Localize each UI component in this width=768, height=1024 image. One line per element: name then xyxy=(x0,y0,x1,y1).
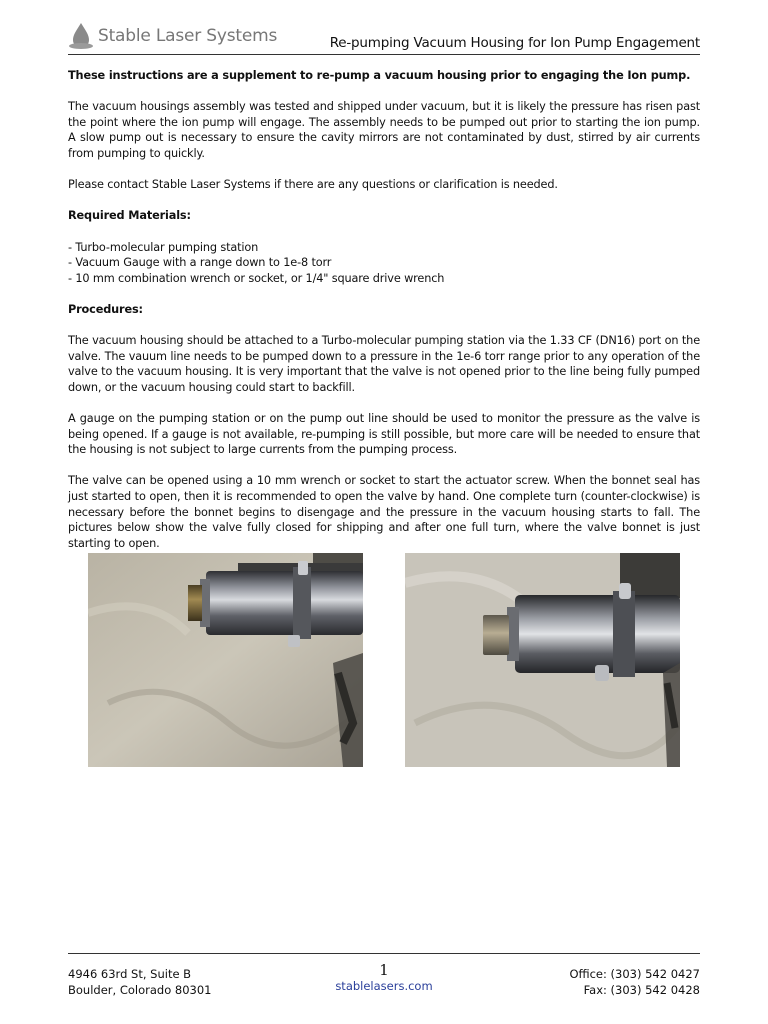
page-footer xyxy=(68,962,700,1002)
paragraph-valve: The valve can be opened using a 10 mm wrench or socket to start the actuator screw. When the bonnet seal has just started to open, then it is recommended to open the valve by hand. One complete turn (counter-clockwise) is necessary before the bonnet begins to disengage and the pressure in the vacuum housing starts to fall. The pictures below show the valve fully closed for shipping and after one full turn, where the valve bonnet is just starting to open. xyxy=(68,474,700,550)
page-header xyxy=(68,22,700,54)
intro-statement: These instructions are a supplement to re-pump a vacuum housing prior to engaging the Ion pump. xyxy=(68,69,691,82)
header-divider xyxy=(68,54,700,55)
paragraph-gauge: A gauge on the pumping station or on the pump out line should be used to monitor the pressure as the valve is being opened. If a gauge is not available, re-pumping is still possible, but more care will be needed to ensure that the housing is not subject to large currents from the pumping process. xyxy=(68,412,700,457)
procedures-heading: Procedures: xyxy=(68,302,143,316)
paragraph-attach: The vacuum housing should be attached to a Turbo-molecular pumping station via the 1.33 CF (DN16) port on the valve. The vauum line needs to be pumped down to a pressure in the 1e-6 torr range prior to any operation of the valve to the vacuum housing. It is very important that the valve is not opened prior to the line being fully pumped down, or the vacuum housing could start to backfill. xyxy=(68,334,700,394)
document-title: Re-pumping Vacuum Housing for Ion Pump Engagement xyxy=(329,35,700,51)
address-line: Boulder, Colorado 80301 xyxy=(68,983,212,997)
contact-block xyxy=(569,966,700,998)
company-logo xyxy=(68,22,277,50)
fax-number: Fax: (303) 542 0428 xyxy=(583,983,700,997)
page-number: 1 xyxy=(379,961,389,979)
logo-text: Stable Laser Systems xyxy=(98,26,278,46)
list-item: - Vacuum Gauge with a range down to 1e-8 torr xyxy=(68,256,332,270)
paragraph-shipping: The vacuum housings assembly was tested and shipped under vacuum, but it is likely the pressure has risen past the point where the ion pump will engage. The assembly needs to be pumped out prior to starting the ion pump. A slow pump out is necessary to ensure the cavity mirrors are not contaminated by dust, stirred by air currents from pumping to quickly. xyxy=(68,100,700,160)
materials-heading: Required Materials: xyxy=(68,209,191,223)
website-link[interactable]: stablelasers.com xyxy=(335,979,433,993)
list-item: - 10 mm combination wrench or socket, or 1/4" square drive wrench xyxy=(68,271,445,285)
valve-closed-photo xyxy=(88,553,363,767)
logo-icon xyxy=(68,22,94,50)
document-body xyxy=(68,68,700,551)
paragraph-contact: Please contact Stable Laser Systems if there are any questions or clarification is needed. xyxy=(68,178,558,192)
footer-divider xyxy=(68,953,700,954)
materials-list xyxy=(68,240,700,287)
list-item: - Turbo-molecular pumping station xyxy=(68,240,259,254)
valve-open-photo xyxy=(405,553,680,767)
office-phone: Office: (303) 542 0427 xyxy=(569,967,700,981)
address-line: 4946 63rd St, Suite B xyxy=(68,967,192,981)
